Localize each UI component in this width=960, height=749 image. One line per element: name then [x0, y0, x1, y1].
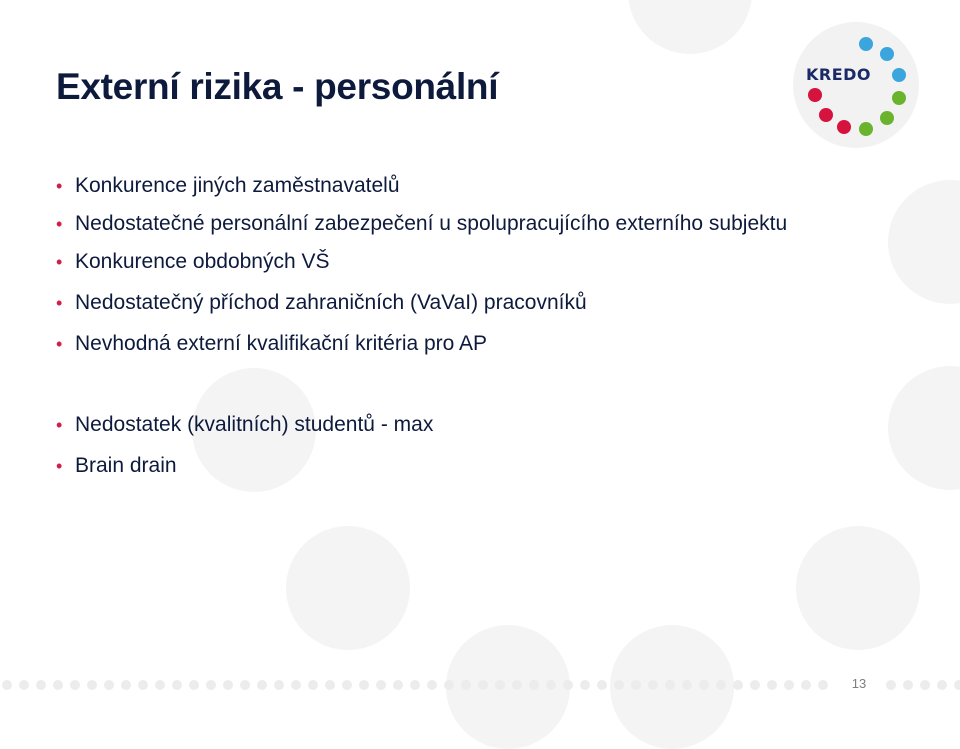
bullet-icon: •: [56, 176, 63, 196]
kredo-logo: [793, 22, 919, 148]
logo-dot-green: [859, 122, 873, 136]
logo-dot-red: [837, 120, 851, 134]
footer-dot: [631, 680, 641, 690]
logo-dot-blue: [880, 47, 894, 61]
logo-dot-blue: [892, 68, 906, 82]
bullet-item: [56, 411, 876, 439]
bullet-text: Nedostatečné personální zabezpečení u spolupracujícího externího subjektu: [75, 212, 788, 235]
footer-dot-row: [0, 678, 960, 692]
slide-title: Externí rizika - personální: [56, 66, 499, 107]
footer-dot: [359, 680, 369, 690]
decor-circle: [796, 526, 920, 650]
footer-dot: [308, 680, 318, 690]
footer-dot: [478, 680, 488, 690]
footer-dot: [682, 680, 692, 690]
logo-dot-red: [819, 108, 833, 122]
footer-dot: [36, 680, 46, 690]
footer-dot: [155, 680, 165, 690]
bullet-text: Konkurence obdobných VŠ: [75, 250, 330, 273]
footer-dot: [716, 680, 726, 690]
bullet-text: Nedostatečný příchod zahraničních (VaVaI) pracovníků: [75, 291, 587, 314]
bullet-item: [56, 210, 875, 238]
footer-dot: [512, 680, 522, 690]
footer-dot: [801, 680, 811, 690]
bullet-icon: •: [56, 293, 63, 313]
footer-dot: [291, 680, 301, 690]
footer-dot: [104, 680, 114, 690]
footer-dot: [597, 680, 607, 690]
decor-circle: [888, 366, 960, 490]
decor-circle: [888, 180, 960, 304]
bullet-text: Brain drain: [75, 454, 177, 477]
footer-dot: [427, 680, 437, 690]
footer-dot: [274, 680, 284, 690]
footer-dot: [699, 680, 709, 690]
footer-dot: [750, 680, 760, 690]
footer-dot: [189, 680, 199, 690]
footer-dot: [325, 680, 335, 690]
footer-dot: [818, 680, 828, 690]
footer-dot: [376, 680, 386, 690]
footer-dot: [87, 680, 97, 690]
footer-dot: [240, 680, 250, 690]
footer-dot: [767, 680, 777, 690]
bullet-icon: •: [56, 214, 63, 234]
footer-dot: [665, 680, 675, 690]
bullet-text: Konkurence jiných zaměstnavatelů: [75, 174, 400, 197]
bullet-icon: •: [56, 456, 63, 476]
footer-dot: [614, 680, 624, 690]
bullet-text: Nevhodná externí kvalifikační kritéria pro AP: [75, 332, 488, 355]
footer-dot: [563, 680, 573, 690]
bullet-item: [56, 452, 876, 480]
bullet-text: Nedostatek (kvalitních) studentů - max: [75, 413, 434, 436]
footer-dot: [172, 680, 182, 690]
logo-dot-green: [892, 91, 906, 105]
footer-dot: [138, 680, 148, 690]
footer-dot: [206, 680, 216, 690]
bullet-item: [56, 289, 876, 317]
footer-dot: [733, 680, 743, 690]
footer-dot: [2, 680, 12, 690]
bullet-item: [56, 248, 876, 276]
footer-dot: [920, 680, 930, 690]
footer-dot: [648, 680, 658, 690]
bullet-list: [56, 172, 876, 480]
logo-text: KREDO: [806, 65, 872, 84]
footer-dot: [257, 680, 267, 690]
footer-dot: [53, 680, 63, 690]
bullet-item: [56, 172, 876, 200]
page-number: 13: [842, 668, 876, 700]
footer-dot: [546, 680, 556, 690]
footer-dot: [784, 680, 794, 690]
footer-dot: [886, 680, 896, 690]
footer-dot: [461, 680, 471, 690]
decor-circle: [628, 0, 752, 54]
footer-dot: [410, 680, 420, 690]
footer-dot: [393, 680, 403, 690]
footer-dot: [529, 680, 539, 690]
footer-dot: [937, 680, 947, 690]
footer-dot: [954, 680, 960, 690]
decor-circle: [286, 526, 410, 650]
footer-dot: [444, 680, 454, 690]
logo-dot-blue: [859, 37, 873, 51]
footer-dot: [495, 680, 505, 690]
footer-dot: [342, 680, 352, 690]
bullet-icon: •: [56, 334, 63, 354]
footer-dot: [19, 680, 29, 690]
footer-dot: [70, 680, 80, 690]
footer-dot: [223, 680, 233, 690]
footer-dot: [580, 680, 590, 690]
bullet-icon: •: [56, 415, 63, 435]
logo-dot-green: [880, 111, 894, 125]
bullet-item: [56, 330, 876, 358]
bullet-icon: •: [56, 252, 63, 272]
logo-dot-red: [808, 88, 822, 102]
footer-dot: [903, 680, 913, 690]
footer-dot: [121, 680, 131, 690]
